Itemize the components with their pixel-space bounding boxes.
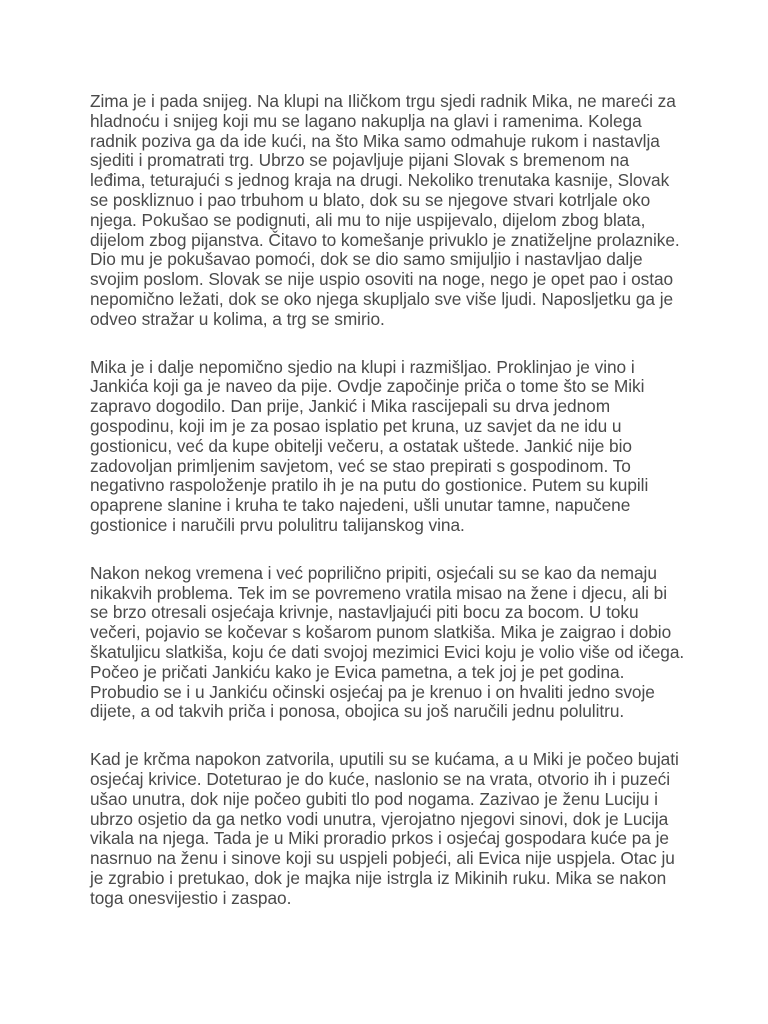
- paragraph-2: Mika je i dalje nepomično sjedio na klupi i razmišljao. Proklinjao je vino i Jankića koji ga je naveo da pije. Ovdje započinje priča o tome što se Miki zapravo dogodilo. Dan prije, Jankić i Mika rascijepali su drva jednom gospodinu, koji im je za posao isplatio pet kruna, uz savjet da ne idu u gostionicu, već da kupe obitelji večeru, a ostatak uštede. Jankić nije bio zadovoljan primljenim savjetom, već se stao prepirati s gospodinom. To negativno raspoloženje pratilo ih je na putu do gostionice. Putem su kupili opaprene slanine i kruha te tako najedeni, ušli unutar tamne, napučene gostionice i naručili prvu polulitru talijanskog vina.: [90, 356, 649, 535]
- paragraph-3: Nakon nekog vremena i već poprilično pripiti, osjećali su se kao da nemaju nikakvih problema. Tek im se povremeno vratila misao na žene i djecu, ali bi se brzo otresali osjećaja krivnje, nastavljajući piti bocu za bocom. U toku večeri, pojavio se kočevar s košarom punom slatkiša. Mika je zaigrao i dobio škatuljicu slatkiša, koju će dati svojoj mezimici Evici koju je volio više od ičega. Počeo je pričati Jankiću kako je Evica pametna, a tek joj je pet godina. Probudio se i u Jankiću očinski osjećaj pa je krenuo i on hvaliti jedno svoje dijete, a od takvih priča i ponosa, obojica su još naručili jednu polulitru.: [90, 562, 685, 722]
- paragraph-1: Zima je i pada snijeg. Na klupi na Iličkom trgu sjedi radnik Mika, ne mareći za hladnoću i snijeg koji mu se lagano nakuplja na glavi i ramenima. Kolega radnik poziva ga da ide kući, na što Mika samo odmahuje rukom i nastavlja sjediti i promatrati trg. Ubrzo se pojavljuje pijani Slovak s bremenom na leđima, teturajući s jednog kraja na drugi. Nekoliko trenutaka kasnije, Slovak se poskliznuo i pao trbuhom u blato, dok su se njegove stvari kotrljale oko njega. Pokušao se podignuti, ali mu to nije uspijevalo, dijelom zbog blata, dijelom zbog pijanstva. Čitavo to komešanje privuklo je znatiželjne prolaznike. Dio mu je pokušavao pomoći, dok se dio samo smijuljio i nastavljao dalje svojim poslom. Slovak se nije uspio osoviti na noge, nego je opet pao i ostao nepomično ležati, dok se oko njega skupljalo sve više ljudi. Naposljetku ga je odveo stražar u kolima, a trg se smirio.: [90, 91, 680, 329]
- paragraph-4: Kad je krčma napokon zatvorila, uputili su se kućama, a u Miki je počeo bujati osjećaj krivice. Doteturao je do kuće, naslonio se na vrata, otvorio ih i puzeći ušao unutra, dok nije počeo gubiti tlo pod nogama. Zazivao je ženu Luciju i ubrzo osjetio da ga netko vodi unutra, vjerojatno njegovi sinovi, dok je Lucija vikala na njega. Tada je u Miki proradio prkos i osjećaj gospodara kuće pa je nasrnuo na ženu i sinove koji su uspjeli pobjeći, ali Evica nije uspjela. Otac ju je zgrabio i pretukao, dok je majka nije istrgla iz Mikinih ruku. Mika se nakon toga onesvijestio i zaspao.: [90, 749, 679, 908]
- body-text: [90, 92, 768, 936]
